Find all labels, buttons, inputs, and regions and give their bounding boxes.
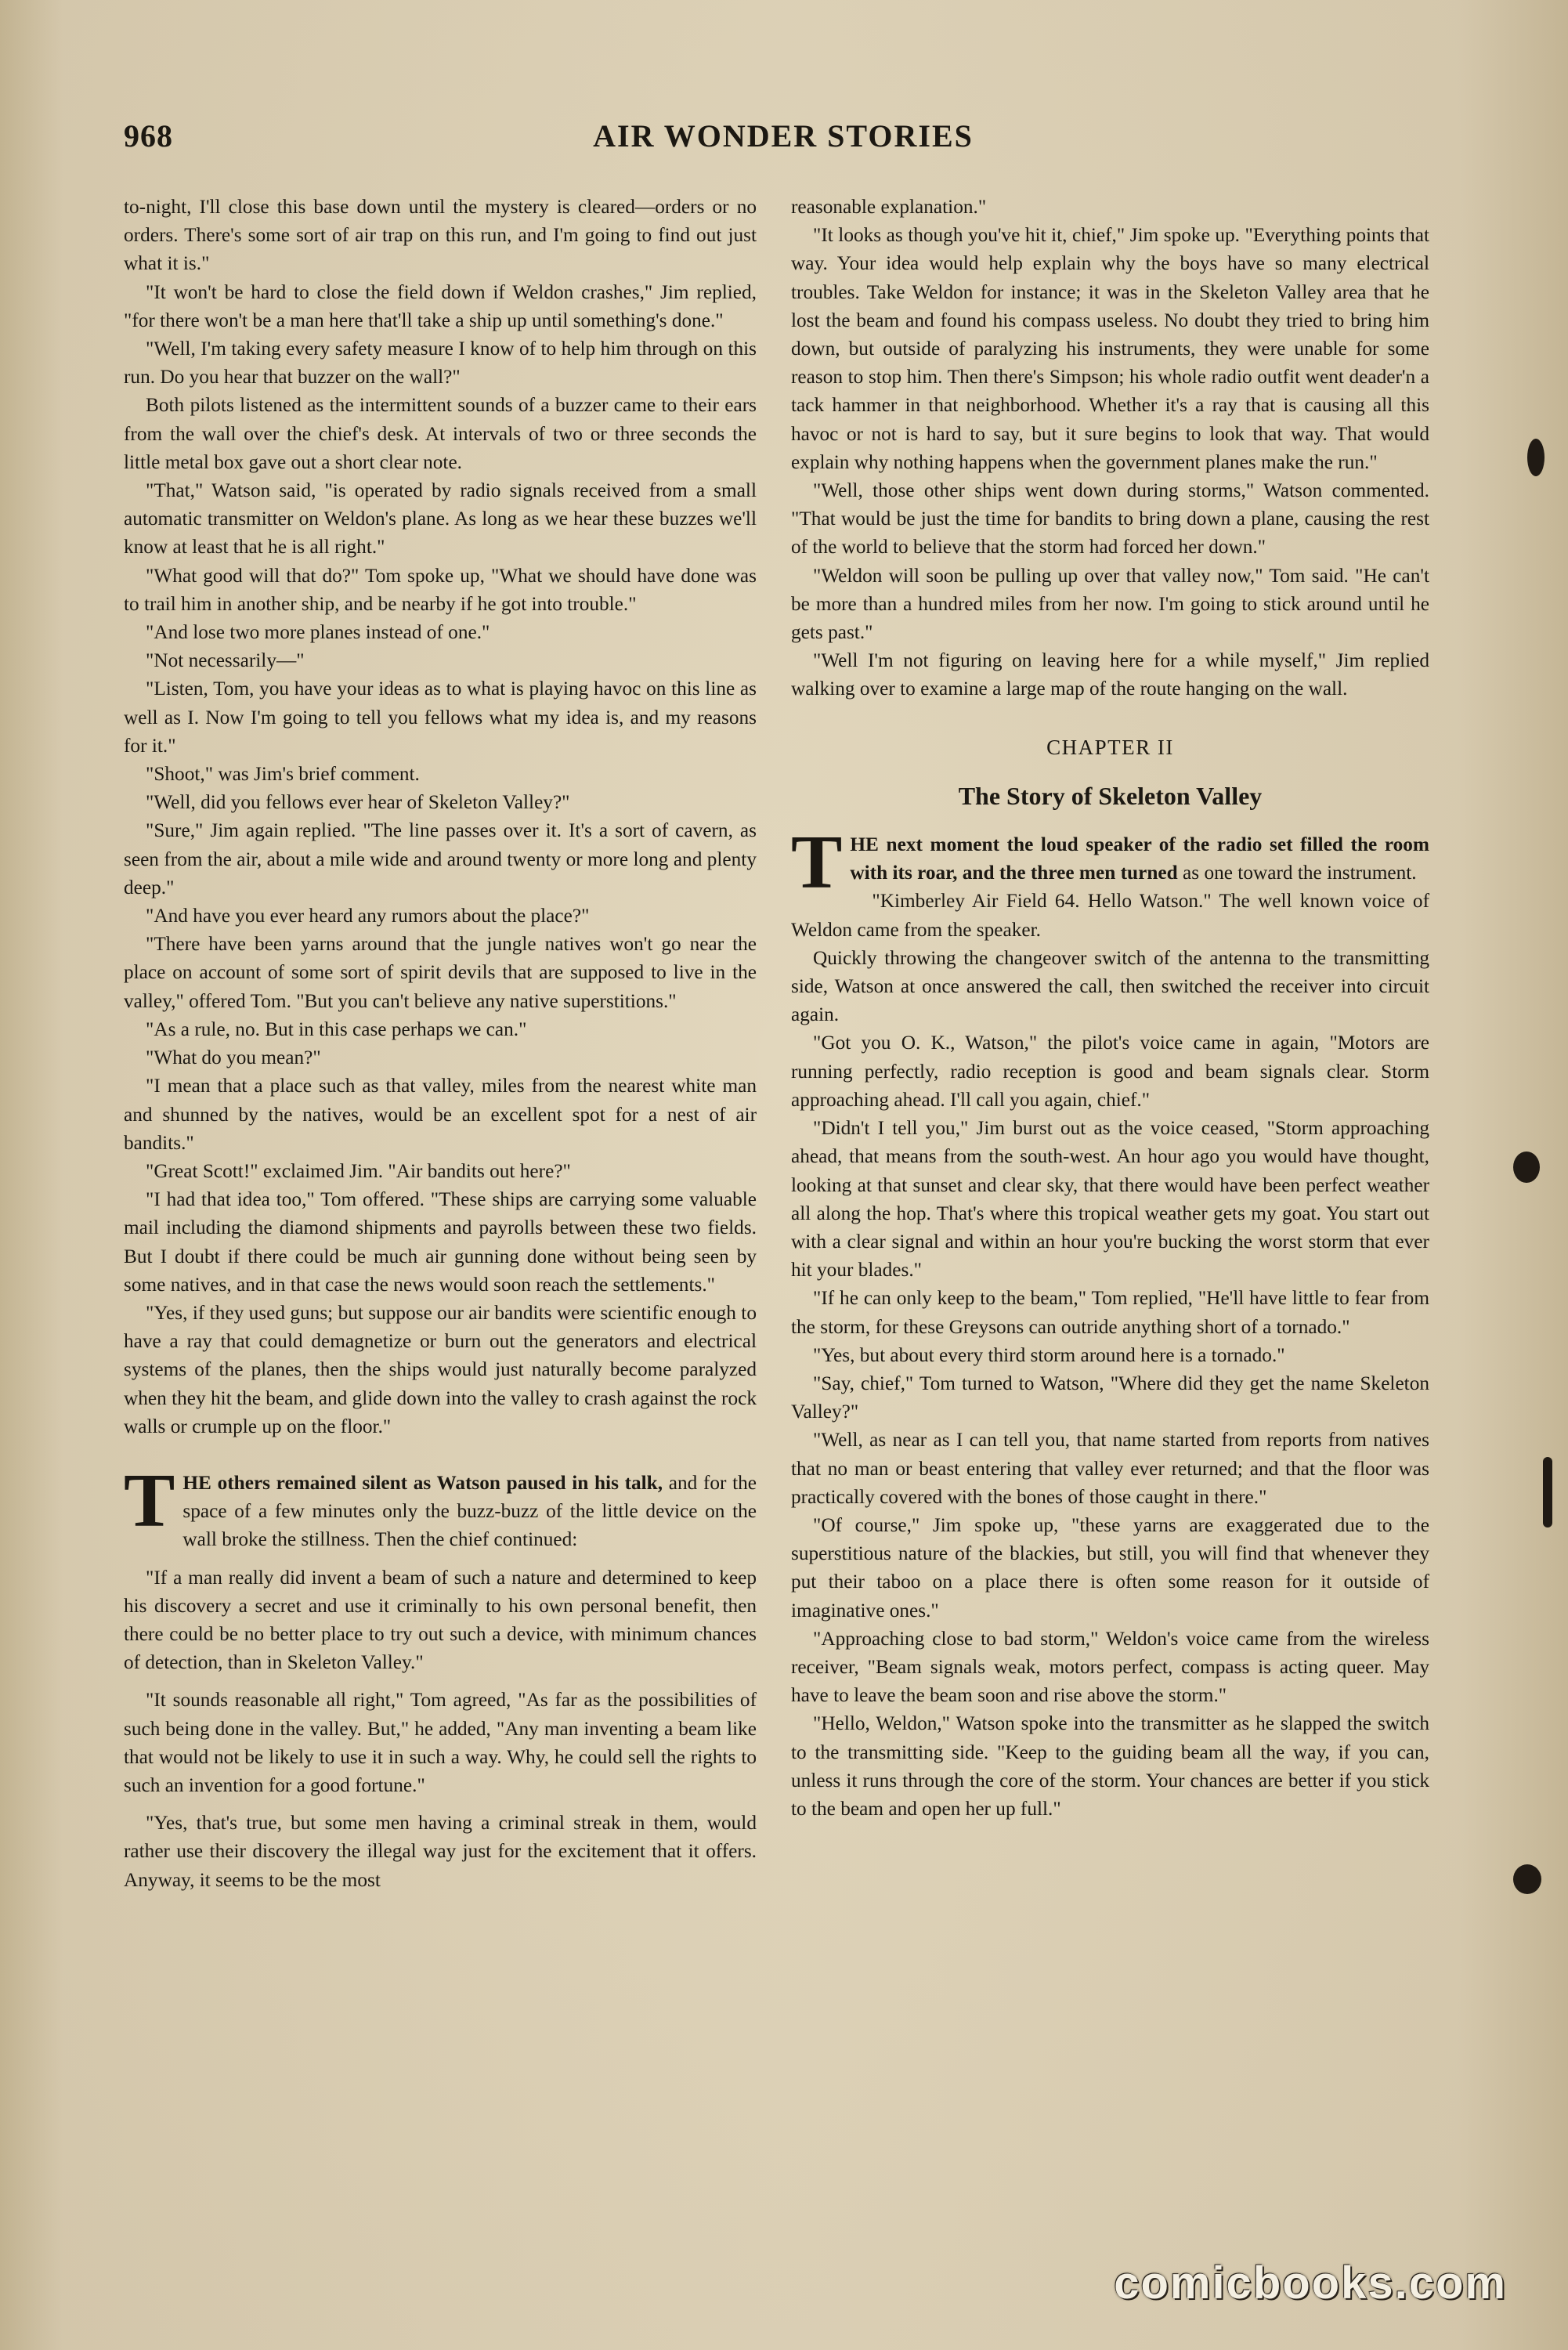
- dropcap-rest-text: and for the space of a few minutes only the buzz-buzz of the little device on the wall broke the stillness. Then the chief continued:: [182, 1471, 757, 1551]
- paragraph: Both pilots listened as the intermittent sounds of a buzzer came to their ears from the wall over the chief's desk. At intervals of two or three seconds the little metal box gave out a short clear note.: [124, 394, 757, 473]
- paragraph: "I mean that a place such as that valley, miles from the nearest white man and shunned by the natives, would be an excellent spot for a nest of air bandits.": [124, 1075, 757, 1154]
- watermark: comicbooks.com: [1114, 2258, 1507, 2308]
- paragraph: to-night, I'll close this base down until the mystery is cleared—orders or no orders. There's some sort of air trap on this run, and I'm going to find out just what it is.": [124, 196, 757, 275]
- paragraph: "What good will that do?" Tom spoke up, "What we should have done was to trail him in another ship, and be nearby if he got into trouble.": [124, 564, 757, 615]
- paragraph: "Listen, Tom, you have your ideas as to what is playing havoc on this line as well as I. Now I'm going to tell you fellows what my idea is, and my reasons for it.": [124, 678, 757, 757]
- page-header: [124, 118, 1443, 161]
- paragraph: "Well, those other ships went down during storms," Watson commented. "That would be just the time for bandits to bring down a plane, causing the rest of the world to believe that the storm had forced her down.": [791, 479, 1429, 559]
- page-number: 968: [124, 118, 173, 154]
- paragraph: "Not necessarily—": [146, 649, 305, 672]
- left-column: [124, 193, 757, 1894]
- paragraph: "Say, chief," Tom turned to Watson, "Where did they get the name Skeleton Valley?": [791, 1372, 1429, 1423]
- paragraph: "Sure," Jim again replied. "The line passes over it. It's a sort of cavern, as seen from the air, about a mile wide and around twenty or more long and plenty deep.": [124, 819, 757, 898]
- paragraph: "Great Scott!" exclaimed Jim. "Air bandits out here?": [146, 1159, 571, 1182]
- paragraph: "If he can only keep to the beam," Tom replied, "He'll have little to fear from the storm, for these Greysons can outride anything short of a tornado.": [791, 1287, 1429, 1338]
- dropcap-lead-text: HE next moment the loud speaker of the radio set filled the room with its roar, and the three men turned: [850, 833, 1429, 884]
- dropcap-lead-text: HE others remained silent as Watson paused in his talk,: [182, 1471, 663, 1494]
- drop-cap-letter: T: [124, 1458, 175, 1543]
- paragraph: "There have been yarns around that the jungle natives won't go near the place on account of some sort of spirit devils that are supposed to live in the valley," offered Tom. "But you can't believe any native superstitions.": [124, 933, 757, 1012]
- right-column: [791, 193, 1429, 1823]
- paragraph: "Well, I'm taking every safety measure I know of to help him through on this run. Do you hear that buzzer on the wall?": [124, 338, 757, 389]
- binding-hole-mark: [1513, 1152, 1540, 1183]
- dropcap-rest-text: as one toward the instrument.: [1177, 862, 1417, 884]
- paragraph: Quickly throwing the changeover switch of the antenna to the transmitting side, Watson at once answered the call, then switched the receiver into circuit again.: [791, 946, 1429, 1026]
- paragraph: "Well, did you fellows ever hear of Skeleton Valley?": [146, 791, 570, 814]
- paragraph: "As a rule, no. But in this case perhaps we can.": [146, 1018, 527, 1040]
- paragraph: "It sounds reasonable all right," Tom agreed, "As far as the possibilities of such being done in the valley. But," he added, "Any man inventing a beam like that would not be likely to use it in such a way. Why, he could sell the rights to such an invention for a good fortune.": [124, 1689, 757, 1796]
- binding-hole-mark: [1513, 1864, 1541, 1894]
- paragraph: "Weldon will soon be pulling up over that valley now," Tom said. "He can't be more than a hundred miles from her now. I'm going to stick around until he gets past.": [791, 564, 1429, 644]
- paragraph: "And lose two more planes instead of one.": [146, 621, 490, 644]
- magazine-title: AIR WONDER STORIES: [593, 118, 974, 154]
- paragraph: "It looks as though you've hit it, chief," Jim spoke up. "Everything points that way. Your idea would help explain why the boys have so many electrical troubles. Take Weldon for instance; it was in the Skeleton Valley area that he lost the beam and found his compass useless. No doubt they tried to bring him down, but outside of paralyzing his instruments, they were unable for some reason to stop him. Then there's Simpson; his whole radio outfit went deader'n a tack hammer in that neighborhood. Whether it's a ray that is causing all this havoc or not is hard to say, but it sure begins to look that way. That would explain why nothing happens when the government planes make the run.": [791, 224, 1429, 473]
- paragraph: "And have you ever heard any rumors about the place?": [146, 905, 590, 927]
- paragraph: "It won't be hard to close the field down if Weldon crashes," Jim replied, "for there won't be a man here that'll take a ship up until something's done.": [124, 280, 757, 331]
- paragraph: "Got you O. K., Watson," the pilot's voice came in again, "Motors are running perfectly, radio reception is good and beam signals clear. Storm approaching ahead. I'll call you again, chief.": [791, 1032, 1429, 1111]
- paragraph: "Yes, that's true, but some men having a criminal streak in them, would rather use their discovery the illegal way just for the excitement that it offers. Anyway, it seems to be the most: [124, 1812, 757, 1891]
- paragraph: "What do you mean?": [146, 1047, 321, 1069]
- paragraph: "Of course," Jim spoke up, "these yarns are exaggerated due to the superstitious nature of the blackies, but still, you will find that whenever they put their taboo on a place there is often some reason for it outside of imaginative ones.": [791, 1513, 1429, 1622]
- paragraph: "Approaching close to bad storm," Weldon's voice came from the wireless receiver, "Beam signals weak, motors perfect, compass is acting queer. May have to leave the beam soon and rise above the storm.": [791, 1627, 1429, 1707]
- binding-hole-mark: [1543, 1457, 1552, 1528]
- drop-cap-letter: T: [791, 820, 843, 906]
- paragraph: "Yes, if they used guns; but suppose our air bandits were scientific enough to have a ray that could demagnetize or burn out the generators and electrical systems of the planes, then the ships would just naturally become paralyzed when they hit the beam, and glide down into the valley to crash against the rock walls or crumple up on the floor.": [124, 1301, 757, 1437]
- dropcap-paragraph: [791, 820, 1429, 906]
- binding-hole-mark: [1527, 439, 1545, 476]
- dropcap-paragraph: [124, 1458, 757, 1554]
- chapter-title: The Story of Skeleton Valley: [958, 781, 1263, 810]
- chapter-label: CHAPTER II: [1046, 735, 1174, 759]
- paragraph: "If a man really did invent a beam of such a nature and determined to keep his discovery a secret and use it criminally to his own personal benefit, then there could be no better place to try out such a device, with minimum chances of detection, than in Skeleton Valley.": [124, 1566, 757, 1674]
- paragraph: "That," Watson said, "is operated by radio signals received from a small automatic transmitter on Weldon's plane. As long as we hear these buzzes we'll know at least that he is all right.": [124, 479, 757, 559]
- paragraph: "Well, as near as I can tell you, that name started from reports from natives that no man or beast entering that valley ever returned; and that the floor was practically covered with the bones of those caught in there.": [791, 1429, 1429, 1508]
- paragraph: "Hello, Weldon," Watson spoke into the transmitter as he slapped the switch to the transmitting side. "Keep to the guiding beam all the way, if you can, unless it runs through the core of the storm. Your chances are better if you stick to the beam and open her up full.": [791, 1712, 1429, 1820]
- paragraph: "I had that idea too," Tom offered. "These ships are carrying some valuable mail including the diamond shipments and payrolls between these two fields. But I doubt if there could be much air gunning done without being seen by some natives, and in that case the news would soon reach the settlements.": [124, 1188, 757, 1296]
- paragraph: "Shoot," was Jim's brief comment.: [146, 763, 420, 786]
- paragraph: "Kimberley Air Field 64. Hello Watson." The well known voice of Weldon came from the speaker.: [791, 890, 1429, 941]
- paragraph: "Didn't I tell you," Jim burst out as the voice ceased, "Storm approaching ahead, that means from the south-west. An hour ago you would have thought, looking at that sunset and clear sky, that there would have been perfect weather all along the hop. That's where this tropical weather gets my goat. You start out with a clear signal and within an hour you're bucking the worst storm that ever hit your blades.": [791, 1117, 1429, 1282]
- paragraph: reasonable explanation.": [791, 196, 987, 218]
- paragraph: "Yes, but about every third storm around here is a tornado.": [813, 1343, 1285, 1366]
- paragraph: "Well I'm not figuring on leaving here for a while myself," Jim replied walking over to examine a large map of the route hanging on the wall.: [791, 649, 1429, 700]
